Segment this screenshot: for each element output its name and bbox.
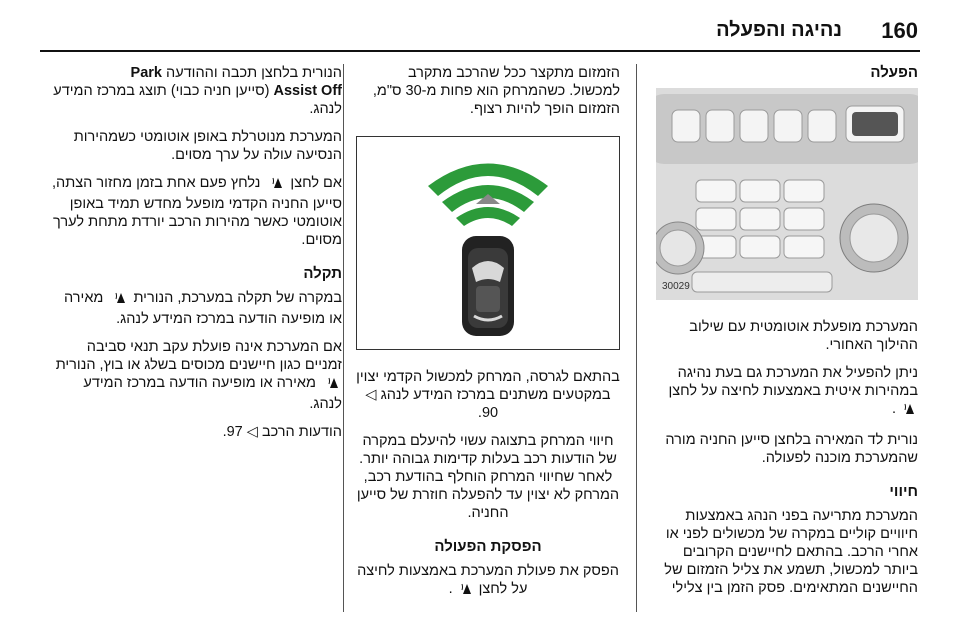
page-number: 160	[881, 18, 918, 43]
section-heading-fault: תקלה	[303, 265, 342, 282]
paragraph: המערכת מופעלת אוטומטית עם שילוב ההילוך האחורי.	[689, 319, 918, 353]
section-heading-indication: חיווי	[889, 483, 918, 500]
park-assist-icon	[320, 376, 342, 395]
message-assist-off: Assist Off	[273, 83, 342, 99]
paragraph: אם המערכת אינה פועלת עקב תנאי סביבה זמניים כגון חיישנים מכוסים בשלג או בוץ, הנורית מאירה או מופיעה הודעה במרכז המידע לנהג.	[55, 339, 342, 412]
section-heading-activation: הפעלה	[870, 64, 918, 81]
paragraph: הפסק את פעולת המערכת באמצעות לחיצה על לחצן .	[356, 562, 620, 601]
sensor-illustration	[356, 136, 620, 350]
column-middle	[356, 64, 620, 611]
column-divider	[343, 64, 344, 612]
column-right	[656, 64, 918, 607]
paragraph: הודעות הרכב ◁ 97.	[222, 424, 342, 440]
park-assist-icon	[107, 291, 129, 310]
paragraph: המערכת מתריעה בפני הנהג באמצעות חיוויים קוליים במקרה של מכשולים לפני או אחרי הרכב. בהתאם לחיישנים הקרובים ביותר למכשול, תשמע את צליל הזמזום של החיישנים המתאימים. פסק הזמן בין צלילי	[664, 508, 918, 596]
paragraph: אם לחצן נלחץ פעם אחת בזמן מחזור הצתה, סייען החניה הקדמי מופעל מחדש תמיד באופן אוטומטי כאשר מהירות הרכב יורדת מתחת לערך מסוים.	[52, 175, 342, 248]
section-heading-deactivation: הפסקת הפעולה	[434, 538, 542, 555]
figure-label: 30029	[662, 281, 690, 292]
page-title: נהיגה והפעלה	[716, 19, 842, 41]
column-divider	[636, 64, 637, 612]
paragraph: במקרה של תקלה במערכת, הנורית מאירה או מופיעה הודעה במרכז המידע לנהג.	[64, 290, 342, 327]
park-assist-icon	[264, 176, 286, 195]
park-assist-icon	[896, 402, 918, 421]
message-park: Park	[130, 65, 162, 81]
page-header	[0, 18, 960, 48]
paragraph: הזמזום מתקצר ככל שהרכב מתקרב למכשול. כשהמרחק הוא פחות מ-30 ס"מ, הזמזום הופך להיות רצוף.	[372, 65, 620, 117]
paragraph: המערכת מנוטרלת באופן אוטומטי כשמהירות הנסיעה עולה על ערך מסוים.	[73, 129, 342, 163]
dashboard-illustration	[656, 88, 918, 300]
paragraph: נורית לד המאירה בלחצן סייען החניה מורה שהמערכת מוכנה לפעולה.	[665, 432, 918, 466]
sensor-diagram	[356, 136, 620, 350]
paragraph: חיווי המרחק בתצוגה עשוי להיעלם במקרה של הודעות רכב בעלות קדימות גבוהה יותר. לאחר שחיווי המרחק הוחלף בהודעת רכב, המרחק לא יצוין עד להפעלה חוזרת של סייען החניה.	[356, 433, 620, 521]
dashboard-photo	[656, 88, 918, 300]
park-assist-icon	[453, 582, 475, 601]
paragraph: בהתאם לגרסה, המרחק למכשול הקדמי יצוין במקטעים משתנים במרכז המידע לנהג ◁ 90.	[356, 369, 620, 421]
paragraph: ניתן להפעיל את המערכת גם בעת נהיגה במהירות איטית באמצעות לחיצה על לחצן .	[656, 364, 918, 421]
header-rule	[40, 50, 920, 52]
column-left	[52, 64, 342, 451]
paragraph: הנורית בלחצן תכבה וההודעה Park Assist Off (סייען חניה כבוי) תוצג במרכז המידע לנהג.	[53, 65, 342, 117]
